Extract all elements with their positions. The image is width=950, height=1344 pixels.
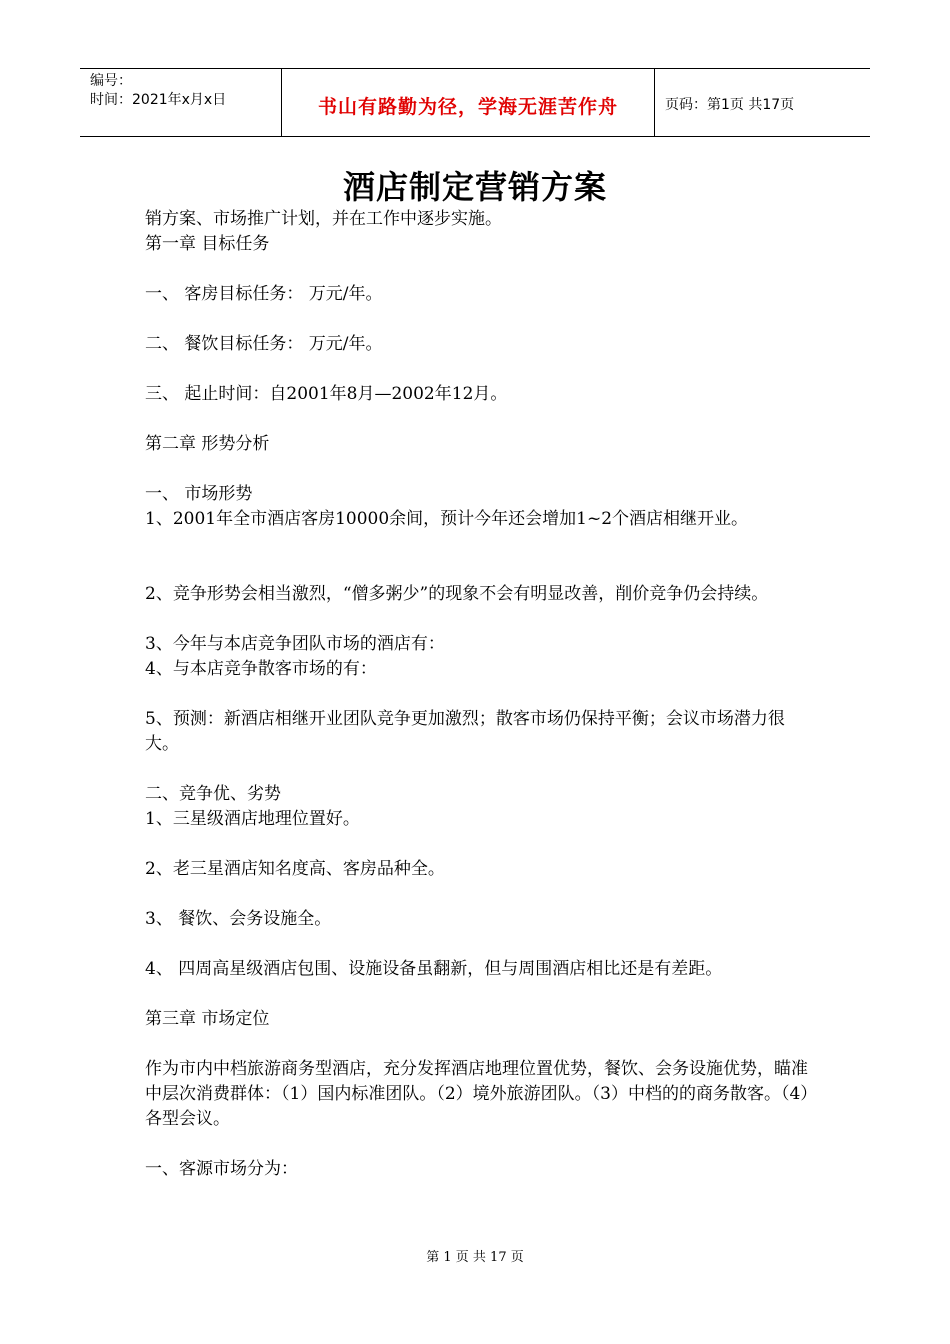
chapter-heading: 第一章 目标任务 bbox=[145, 234, 270, 254]
section-heading: 一、 市场形势 bbox=[145, 484, 253, 504]
paragraph: 二、 餐饮目标任务： 万元/年。 bbox=[145, 334, 383, 354]
paragraph: 1、2001年全市酒店客房10000余间，预计今年还会增加1~2个酒店相继开业。 bbox=[145, 509, 749, 529]
paragraph: 三、 起止时间：自2001年8月—2002年12月。 bbox=[145, 384, 508, 404]
header-page-cell bbox=[655, 72, 870, 136]
chapter-heading: 第三章 市场定位 bbox=[145, 1009, 270, 1029]
section-heading: 二、竞争优、劣势 bbox=[145, 784, 281, 804]
paragraph: 1、三星级酒店地理位置好。 bbox=[145, 809, 360, 829]
paragraph: 4、 四周高星级酒店包围、设施设备虽翻新，但与周围酒店相比还是有差距。 bbox=[145, 959, 723, 979]
chapter-heading: 第二章 形势分析 bbox=[145, 434, 270, 454]
document-title: 酒店制定营销方案 bbox=[342, 168, 607, 206]
paragraph: 作为市内中档旅游商务型酒店，充分发挥酒店地理位置优势，餐饮、会务设施优势，瞄准中层次消费群体：（1）国内标准团队。（2）境外旅游团队。（3）中档的的商务散客。（4）各型会议。 bbox=[145, 1059, 809, 1129]
header-info-cell bbox=[80, 69, 282, 136]
document-body bbox=[145, 207, 815, 1182]
document-header bbox=[80, 68, 870, 137]
paragraph: 3、今年与本店竞争团队市场的酒店有： bbox=[145, 634, 445, 654]
page-footer: 第 1 页 共 17 页 bbox=[426, 1250, 524, 1265]
paragraph: 一、 客房目标任务： 万元/年。 bbox=[145, 284, 383, 304]
paragraph: 4、与本店竞争散客市场的有： bbox=[145, 659, 377, 679]
document-number: 编号： bbox=[90, 73, 132, 89]
paragraph: 一、客源市场分为： bbox=[145, 1159, 298, 1179]
header-motto: 书山有路勤为径，学海无涯苦作舟 bbox=[317, 96, 618, 118]
paragraph: 5、预测：新酒店相继开业团队竞争更加激烈；散客市场仍保持平衡；会议市场潜力很大。 bbox=[145, 709, 785, 754]
header-page-number: 页码：第1页 共17页 bbox=[665, 97, 795, 113]
paragraph: 3、 餐饮、会务设施全。 bbox=[145, 909, 332, 929]
header-motto-cell bbox=[282, 69, 655, 136]
paragraph: 2、老三星酒店知名度高、客房品种全。 bbox=[145, 859, 445, 879]
paragraph: 销方案、市场推广计划，并在工作中逐步实施。 bbox=[145, 209, 502, 229]
paragraph: 2、竞争形势会相当激烈，“僧多粥少”的现象不会有明显改善，削价竞争仍会持续。 bbox=[145, 584, 769, 604]
document-date: 时间：2021年x月x日 bbox=[90, 92, 227, 108]
